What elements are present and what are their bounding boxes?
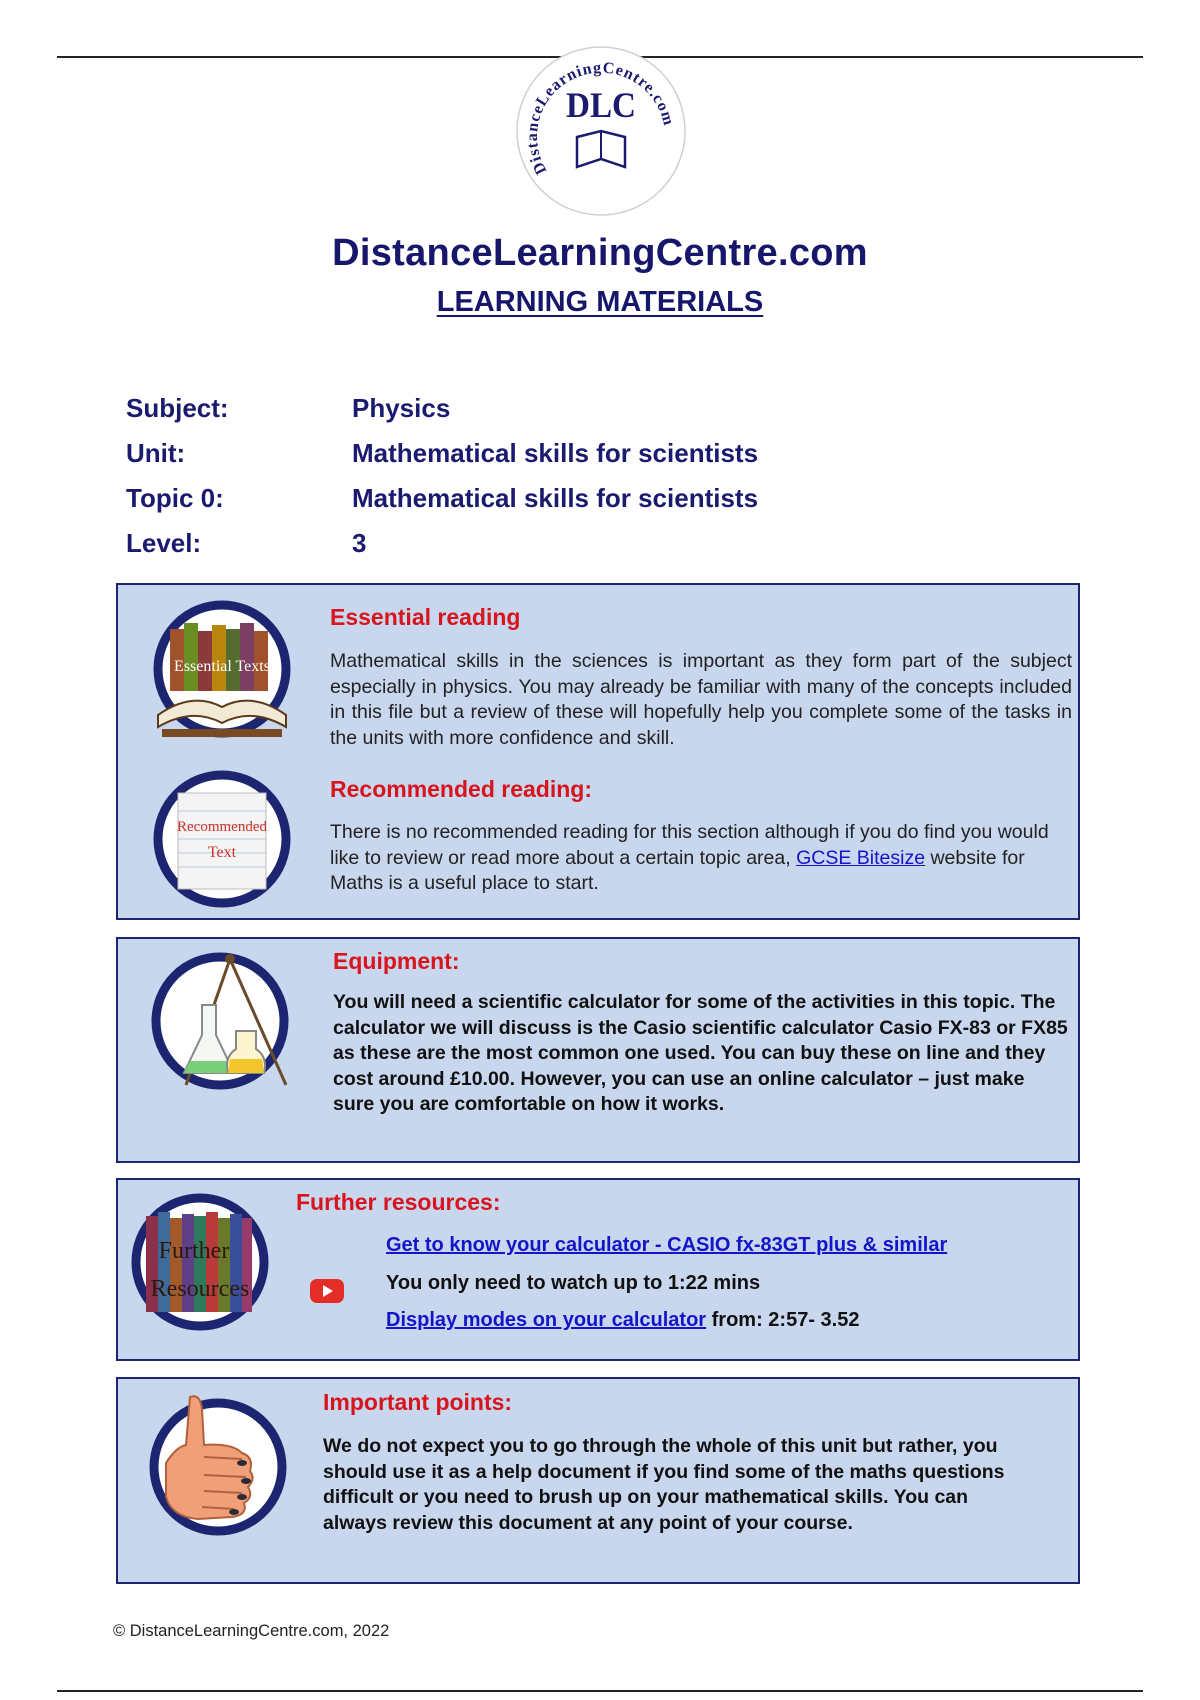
video-watch-note: You only need to watch up to 1:22 mins xyxy=(386,1272,761,1294)
reading-box xyxy=(116,583,1080,920)
recommended-text-icon xyxy=(152,765,292,915)
important-points-text: We do not expect you to go through the whole of this unit but rather, you should use it as a help document if you find some of the maths questions difficult or you need to brush up on your mathematical skills. You can always review this document at any point of your course. xyxy=(323,1435,1005,1534)
meta-row-topic xyxy=(126,476,758,521)
gcse-bitesize-link[interactable]: GCSE Bitesize xyxy=(796,846,926,869)
equipment-box xyxy=(116,937,1080,1163)
important-points-box xyxy=(116,1377,1080,1584)
display-modes-link[interactable]: Display modes on your calculator xyxy=(386,1309,707,1331)
essential-reading-heading: Essential reading xyxy=(330,604,521,630)
meta-row-level xyxy=(126,521,758,566)
meta-row-subject xyxy=(126,386,758,431)
learning-materials-title: LEARNING MATERIALS xyxy=(436,286,764,318)
logo-monogram: DLC xyxy=(566,85,636,125)
meta-label: Unit: xyxy=(126,438,186,468)
display-modes-time: from: 2:57- 3.52 xyxy=(706,1309,860,1331)
further-resources-icon xyxy=(126,1186,274,1336)
bottom-rule xyxy=(57,1690,1143,1692)
further-icon-label-1: Further xyxy=(158,1238,230,1264)
recommended-reading-heading: Recommended reading: xyxy=(330,776,592,802)
meta-label: Topic 0: xyxy=(126,483,224,513)
display-modes-line xyxy=(386,1309,859,1332)
lab-equipment-icon xyxy=(146,945,294,1095)
meta-value: Mathematical skills for scientists xyxy=(352,438,759,468)
youtube-play-icon[interactable] xyxy=(309,1278,345,1304)
recommended-reading-text: There is no recommended reading for this section although if you do find you would like to review or read more about a certain topic area, GCSE Bitesize website for Maths is a useful place to start. xyxy=(330,821,1049,894)
meta-value: Physics xyxy=(352,393,451,423)
meta-label: Level: xyxy=(126,528,202,558)
logo-ring-text: DistanceLearningCentre.com xyxy=(523,59,678,178)
meta-value: Mathematical skills for scientists xyxy=(352,483,759,513)
meta-label: Subject: xyxy=(126,393,229,423)
essential-texts-label: Essential Texts xyxy=(174,658,270,675)
equipment-text: You will need a scientific calculator for some of the activities in this topic. The calculator we will discuss is the Casio scientific calculator Casio FX-83 or FX85 as these are the most common one used. You can buy these on line and they cost around £10.00. However, you can use an online calculator – just make sure you are comfortable on how it works. xyxy=(333,991,1068,1115)
recommended-icon-label-2: Text xyxy=(207,844,237,861)
site-title: DistanceLearningCentre.com xyxy=(332,232,868,274)
course-meta xyxy=(126,386,758,566)
essential-texts-icon xyxy=(152,595,292,745)
calculator-video-link[interactable]: Get to know your calculator - CASIO fx-83GT plus & similar xyxy=(386,1234,948,1256)
further-resources-heading: Further resources: xyxy=(296,1189,501,1215)
equipment-heading: Equipment: xyxy=(333,948,460,974)
important-points-heading: Important points: xyxy=(323,1389,513,1415)
copyright: © DistanceLearningCentre.com, 2022 xyxy=(113,1622,390,1640)
thumbs-up-icon xyxy=(142,1387,290,1537)
dlc-logo xyxy=(515,45,687,217)
recommended-icon-label-1: Recommended xyxy=(177,819,267,835)
essential-reading-text: Mathematical skills in the sciences is important as they form part of the subject especially in physics. You may already be familiar with many of the concepts included in this file but a review of these will hopefully help you complete some of the tasks in the units with more confidence and skill. xyxy=(330,650,1072,749)
further-icon-label-2: Resources xyxy=(150,1276,250,1302)
meta-row-unit xyxy=(126,431,758,476)
further-resources-box xyxy=(116,1178,1080,1361)
meta-value: 3 xyxy=(352,528,367,558)
